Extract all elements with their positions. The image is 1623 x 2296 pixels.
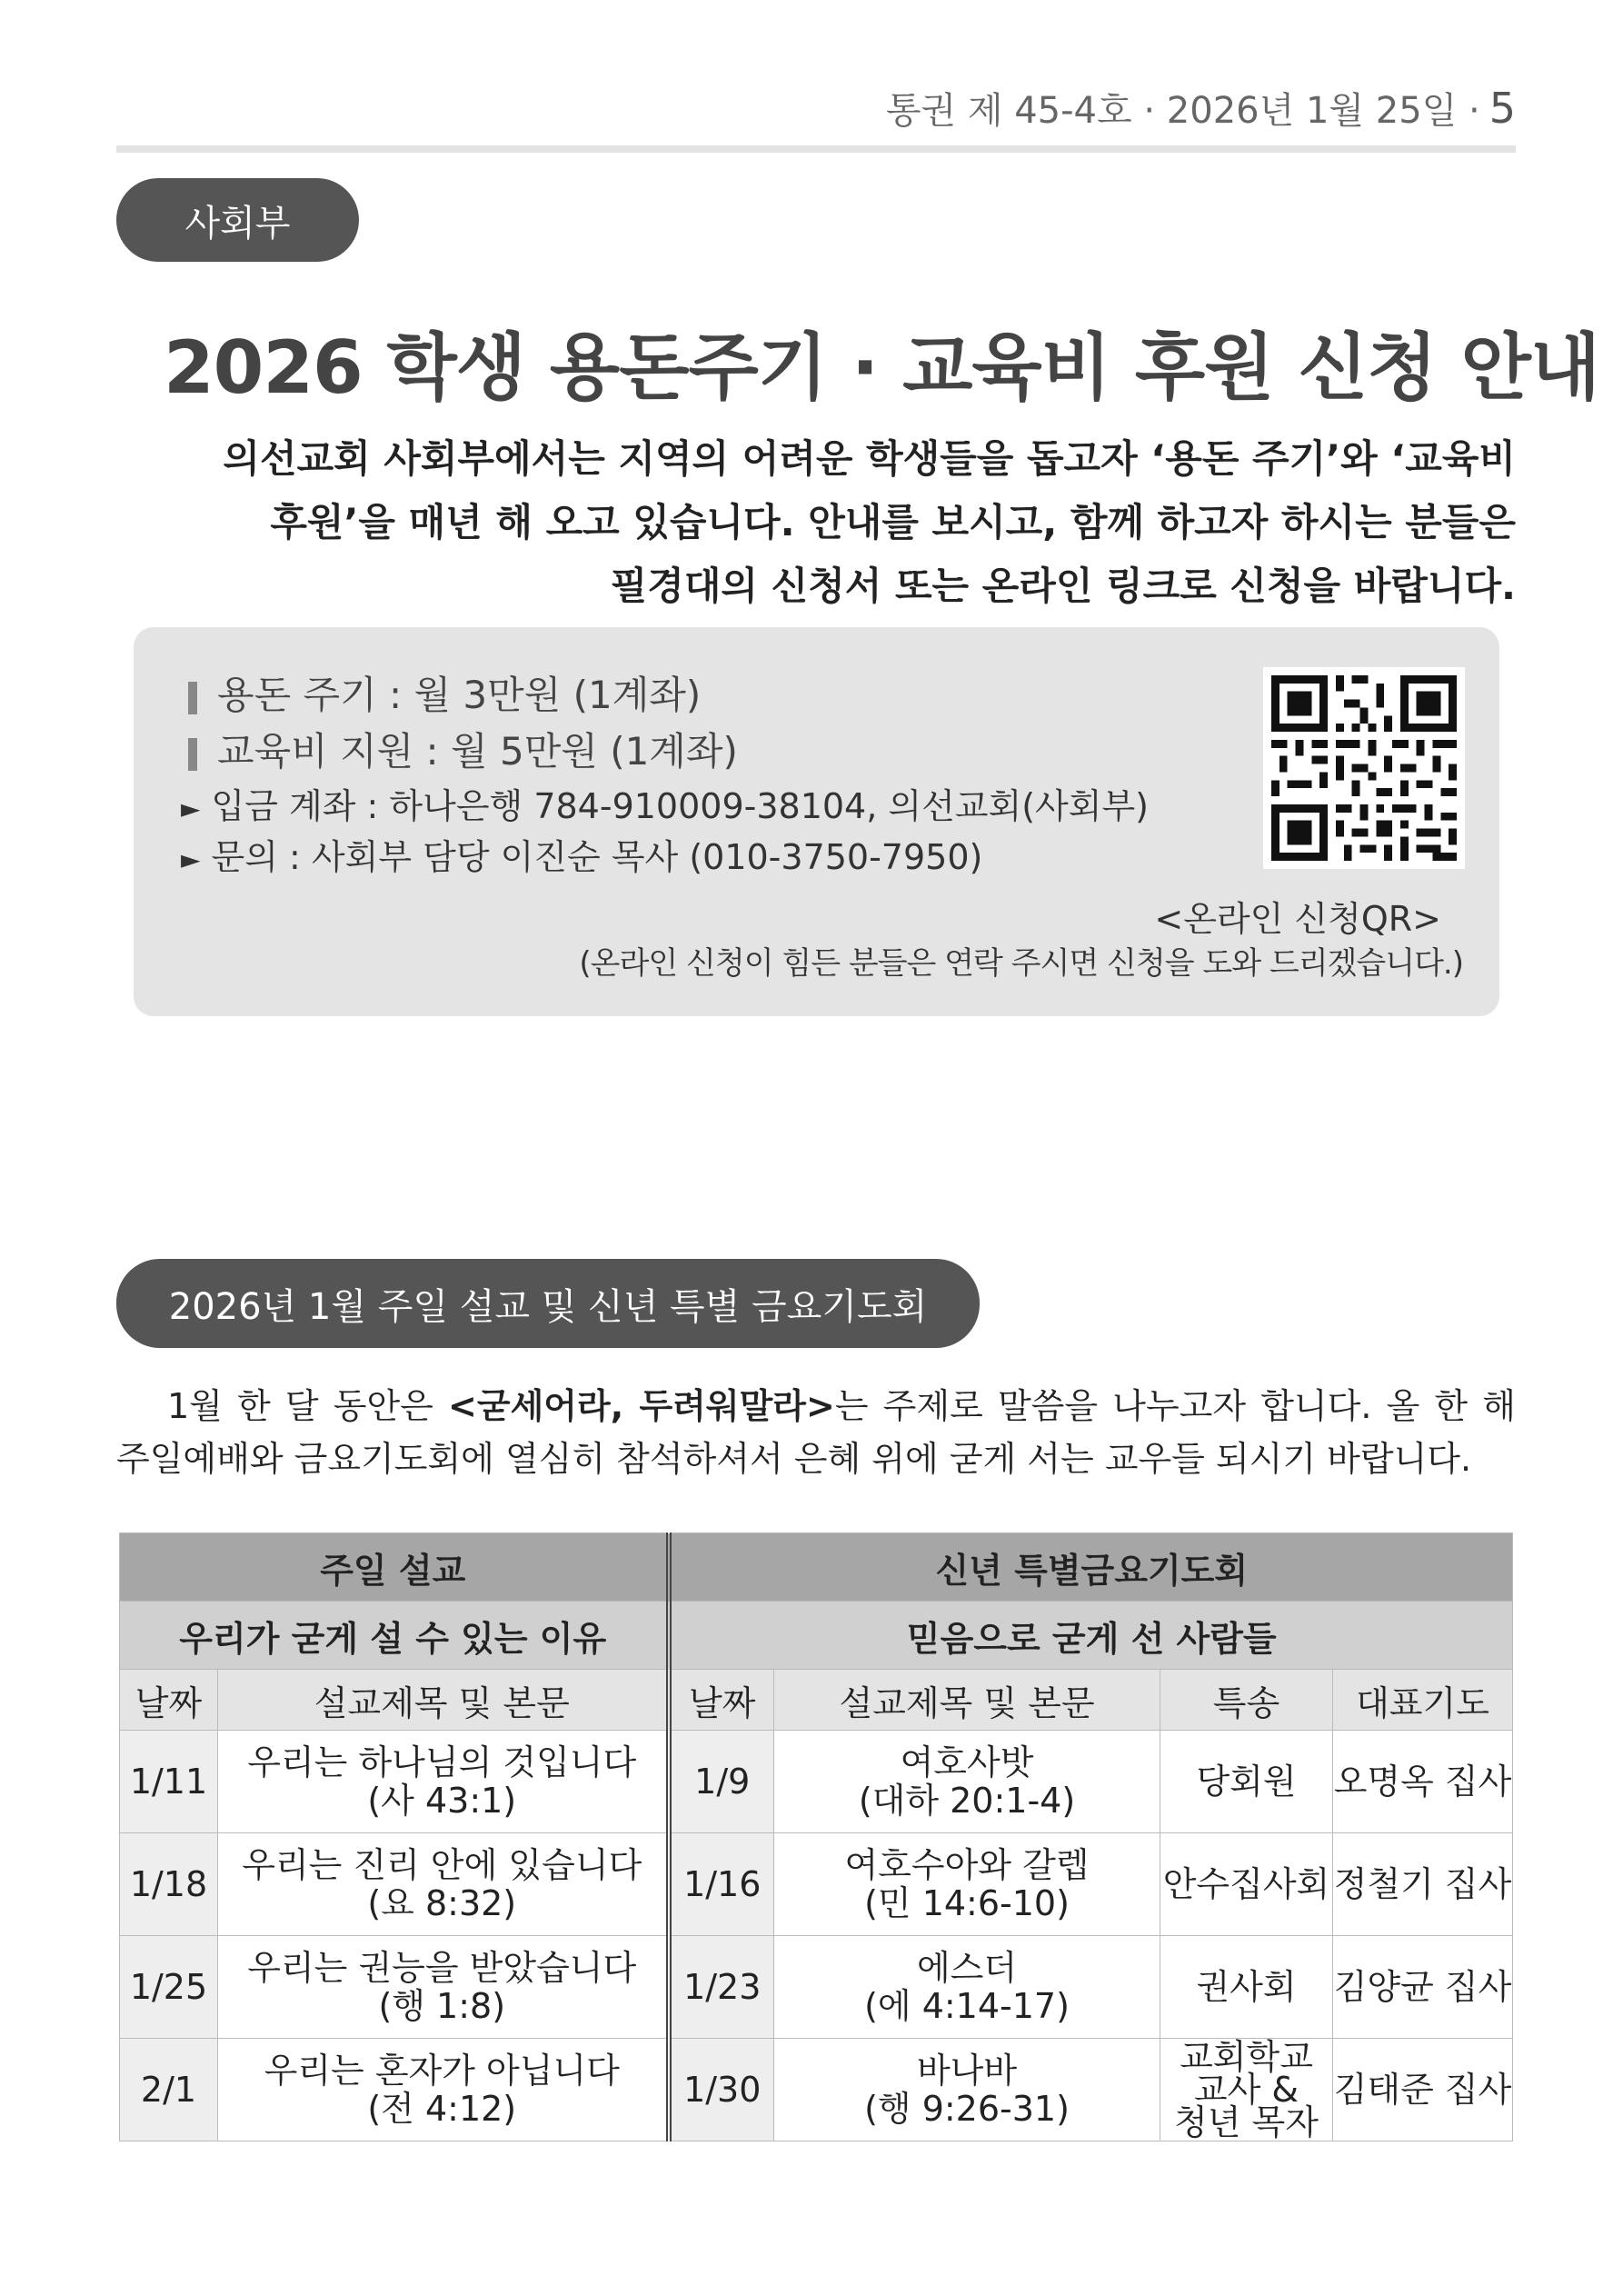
sermon-text: (에 4:14-17) [864, 1986, 1070, 2026]
intro-line: 의선교회 사회부에서는 지역의 어려운 학생들을 돕고자 ‘용돈 주기’와 ‘교육비 [223, 436, 1516, 481]
triangle-bullet-icon: ► [181, 844, 201, 874]
bar-marker-icon [188, 682, 197, 714]
para-line-2: 주일예배와 금요기도회에 열심히 참석하셔서 은혜 위에 굳게 서는 교우들 되시기 바랍니다. [116, 1439, 1472, 1479]
sermon-text: (민 14:6-10) [864, 1883, 1070, 1923]
para-text: 1월 한 달 동안은 [167, 1386, 449, 1426]
sermon-title: 우리는 진리 안에 있습니다 [242, 1845, 642, 1885]
friday-prayer-header: 신년 특별금요기도회 [669, 1533, 1513, 1602]
issue-info: 통권 제 45-4호 · 2026년 1월 25일 · [885, 90, 1480, 132]
table-row [120, 2039, 1513, 2141]
friday-date: 1/30 [669, 2039, 774, 2141]
special-song: 안수집사회 [1160, 1833, 1333, 1936]
sermon-title: 에스더 [916, 1948, 1018, 1988]
friday-sermon-cell [774, 1833, 1160, 1936]
sermon-text: (요 8:32) [367, 1883, 517, 1923]
qr-note: (온라인 신청이 힘든 분들은 연락 주시면 신청을 도와 드리겠습니다.) [579, 945, 1463, 982]
triangle-bullet-icon: ► [181, 794, 201, 824]
special-line: 청년 목자 [1174, 2102, 1319, 2142]
schedule-table [119, 1532, 1513, 2141]
prayer-leader: 오명옥 집사 [1333, 1731, 1513, 1833]
friday-sermon-cell [774, 2039, 1160, 2141]
theme-text: <굳세어라, 두려워말라> [448, 1386, 835, 1426]
friday-sermon-cell [774, 1731, 1160, 1833]
education-row [188, 722, 738, 776]
sunday-sermon-cell [218, 2039, 669, 2141]
sermon-title: 우리는 혼자가 아닙니다 [264, 2051, 620, 2091]
table-row [120, 1833, 1513, 1936]
para-text: 는 주제로 말씀을 나누고자 합니다. 올 한 해 [834, 1386, 1516, 1426]
schedule-intro [116, 1380, 1516, 1485]
friday-date: 1/9 [669, 1731, 774, 1833]
prayer-leader: 정철기 집사 [1333, 1833, 1513, 1936]
prayer-leader: 김태준 집사 [1333, 2039, 1513, 2141]
sermon-title: 우리는 하나님의 것입니다 [247, 1742, 637, 1782]
sunday-theme: 우리가 굳게 설 수 있는 이유 [120, 1602, 669, 1670]
account-row [181, 778, 1149, 828]
col-prayer: 대표기도 [1333, 1670, 1513, 1731]
col-sermon: 설교제목 및 본문 [218, 1670, 669, 1731]
prayer-leader: 김양균 집사 [1333, 1936, 1513, 2039]
education-text: 교육비 지원 : 월 5만원 (1계좌) [217, 729, 738, 774]
friday-date: 1/16 [669, 1833, 774, 1936]
sunday-date: 1/11 [120, 1731, 218, 1833]
intro-line: 후원’을 매년 해 오고 있습니다. 안내를 보시고, 함께 하고자 하시는 분들은 [270, 500, 1516, 544]
sermon-title: 여호사밧 [900, 1742, 1034, 1782]
col-sermon: 설교제목 및 본문 [774, 1670, 1160, 1731]
friday-sermon-cell [774, 1936, 1160, 2039]
sunday-sermon-header: 주일 설교 [120, 1533, 669, 1602]
sermon-text: (행 9:26-31) [864, 2089, 1070, 2129]
sermon-text: (전 4:12) [367, 2089, 517, 2129]
friday-date: 1/23 [669, 1936, 774, 2039]
header-divider [116, 145, 1516, 153]
special-line: 교회학교 [1180, 2037, 1313, 2077]
sermon-text: (행 1:8) [378, 1986, 506, 2026]
intro-paragraph [127, 427, 1516, 618]
special-song: 권사회 [1160, 1936, 1333, 2039]
special-song [1160, 2039, 1333, 2141]
para-line-1 [116, 1380, 1516, 1433]
table-row [120, 1731, 1513, 1833]
qr-label: <온라인 신청QR> [1154, 899, 1441, 939]
info-box [134, 627, 1499, 1016]
sunday-sermon-cell [218, 1936, 669, 2039]
qr-code-icon[interactable] [1263, 667, 1465, 869]
col-date: 날짜 [120, 1670, 218, 1731]
allowance-text: 용돈 주기 : 월 3만원 (1계좌) [217, 673, 702, 717]
sermon-text: (대하 20:1-4) [858, 1781, 1076, 1821]
page-title: 2026 학생 용돈주기 · 교육비 후원 신청 안내 [164, 325, 1600, 410]
col-date: 날짜 [669, 1670, 774, 1731]
sunday-date: 1/18 [120, 1833, 218, 1936]
sermon-text: (사 43:1) [367, 1781, 517, 1821]
sermon-title: 여호수아와 갈렙 [844, 1845, 1090, 1885]
col-special: 특송 [1160, 1670, 1333, 1731]
section-tag-2: 2026년 1월 주일 설교 및 신년 특별 금요기도회 [116, 1259, 980, 1348]
sunday-sermon-cell [218, 1833, 669, 1936]
page-header [0, 82, 1516, 134]
special-song: 당회원 [1160, 1731, 1333, 1833]
intro-line: 필경대의 신청서 또는 온라인 링크로 신청을 바랍니다. [610, 564, 1516, 608]
section-tag: 사회부 [116, 178, 359, 262]
sunday-date: 1/25 [120, 1936, 218, 2039]
friday-theme: 믿음으로 굳게 선 사람들 [669, 1602, 1513, 1670]
sunday-date: 2/1 [120, 2039, 218, 2141]
contact-row [181, 829, 982, 879]
bar-marker-icon [188, 738, 197, 771]
allowance-row [188, 665, 701, 720]
account-text: 입금 계좌 : 하나은행 784-910009-38104, 의선교회(사회부) [211, 786, 1149, 826]
contact-text: 문의 : 사회부 담당 이진순 목사 (010-3750-7950) [211, 837, 983, 877]
sermon-title: 바나바 [916, 2051, 1018, 2091]
table-row [120, 1936, 1513, 2039]
sunday-sermon-cell [218, 1731, 669, 1833]
special-line: 교사 & [1193, 2070, 1299, 2110]
sermon-title: 우리는 권능을 받았습니다 [247, 1948, 637, 1988]
page-number: 5 [1489, 84, 1516, 133]
